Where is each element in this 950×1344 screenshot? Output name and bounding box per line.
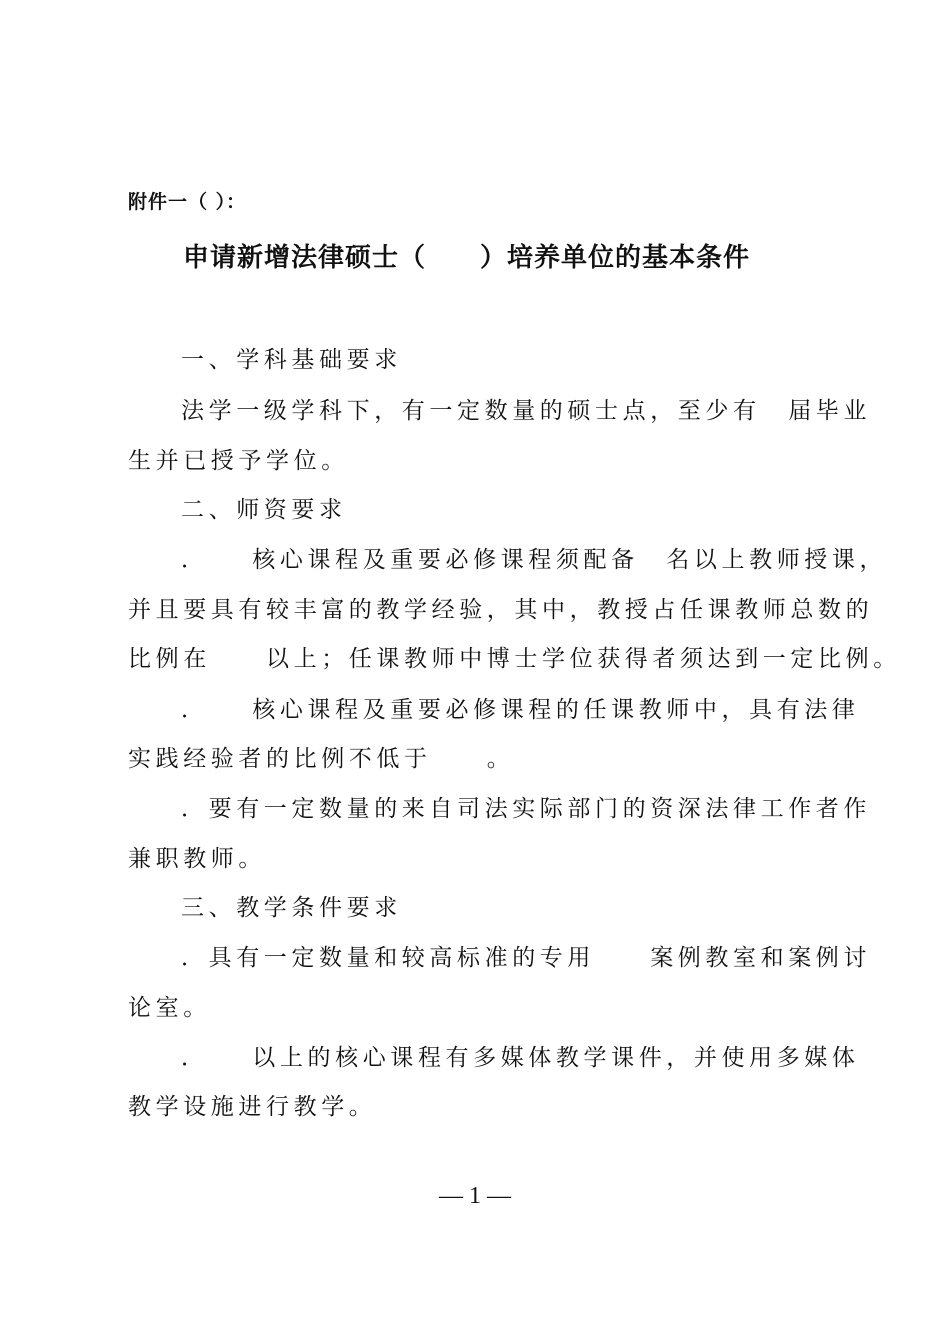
paragraph-line: 兼职教师。 <box>128 846 266 872</box>
paragraph-line: 法学一级学科下，有一定数量的硕士点，至少有 届毕业 <box>181 398 871 424</box>
page-number: — 1 — <box>439 1183 511 1209</box>
section-heading-discipline: 一、学科基础要求 <box>181 347 402 373</box>
paragraph-line: 教学设施进行教学。 <box>128 1094 377 1120</box>
paragraph-line: ． 核心课程及重要必修课程的任课教师中，具有法律 <box>181 697 860 723</box>
paragraph-line: ． 以上的核心课程有多媒体教学课件，并使用多媒体 <box>181 1045 860 1071</box>
paragraph-line: 实践经验者的比例不低于 。 <box>128 746 515 772</box>
attachment-label: 附件一（ ）： <box>128 191 247 213</box>
paragraph-line: 比例在 以上；任课教师中博士学位获得者须达到一定比例。 <box>128 646 901 672</box>
paragraph-line: ． 核心课程及重要必修课程须配备 名以上教师授课， <box>181 547 888 573</box>
paragraph-line: ．具有一定数量和较高标准的专用 案例教室和案例讨 <box>181 945 871 971</box>
document-title: 申请新增法律硕士（ ）培养单位的基本条件 <box>183 243 751 273</box>
paragraph-line: 生并已授予学位。 <box>128 448 349 474</box>
paragraph-line: 并且要具有较丰富的教学经验，其中，教授占任课教师总数的 <box>128 597 874 623</box>
paragraph-line: ．要有一定数量的来自司法实际部门的资深法律工作者作 <box>181 796 871 822</box>
section-heading-teaching: 三、教学条件要求 <box>181 895 402 921</box>
section-heading-faculty: 二、师资要求 <box>181 497 347 523</box>
paragraph-line: 论室。 <box>128 995 211 1021</box>
